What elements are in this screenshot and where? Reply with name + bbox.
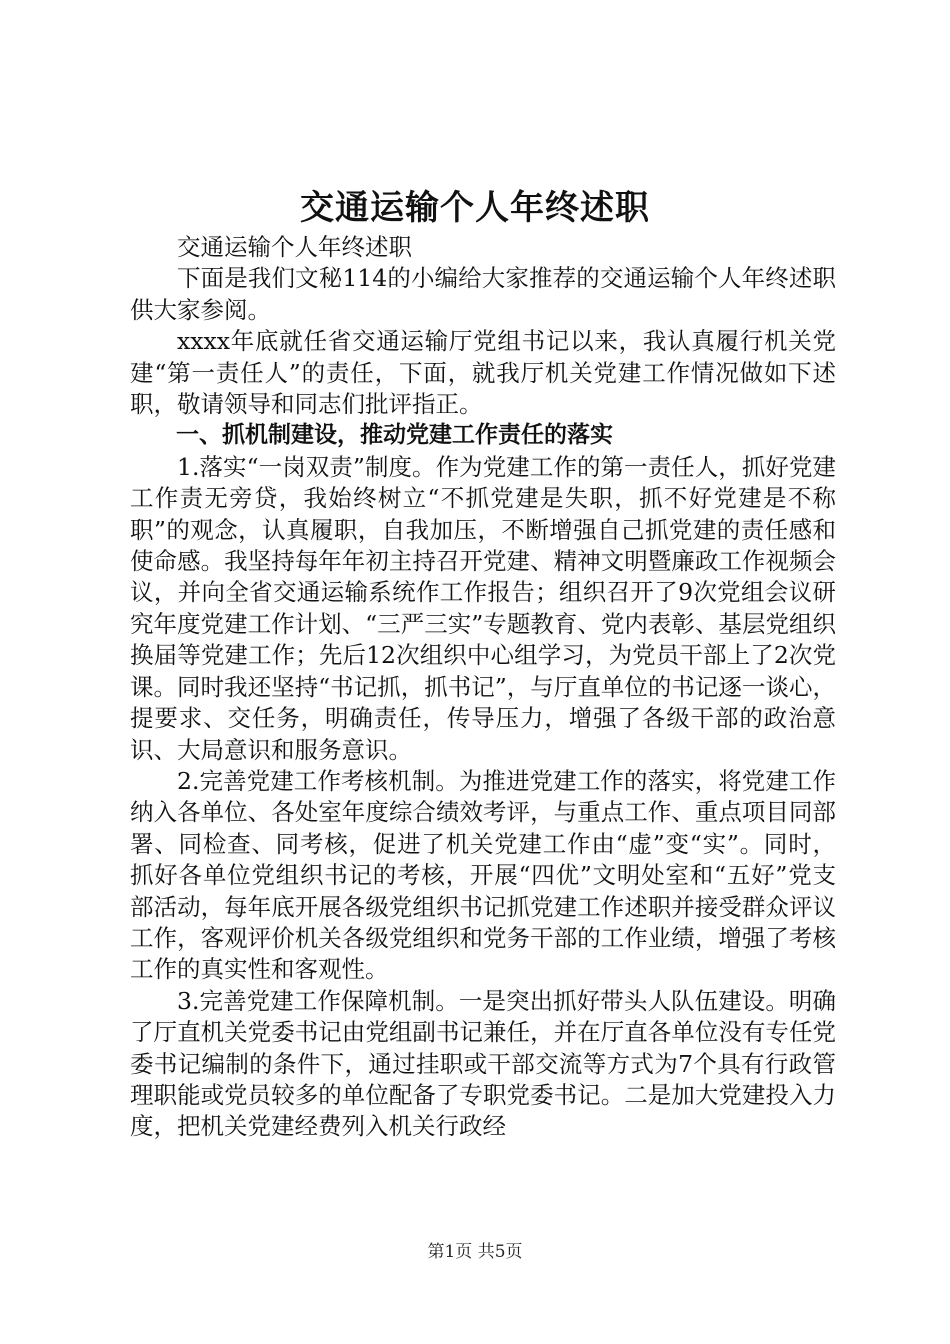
page-number-footer: 第1页 共5页 xyxy=(427,1242,523,1262)
paragraph-intro: 下面是我们文秘114的小编给大家推荐的交通运输个人年终述职供大家参阅。 xyxy=(130,264,836,324)
paragraph-subtitle: 交通运输个人年终述职 xyxy=(177,233,412,261)
paragraph-item-3: 3.完善党建工作保障机制。一是突出抓好带头人队伍建设。明确了厅直机关党委书记由党组副书记兼任，并在厅直各单位没有专任党委书记编制的条件下，通过挂职或干部交流等方式为7个具有行政管理职能或党员较多的单位配备了专职党委书记。二是加大党建投入力度，把机关党建经费列入机关行政经 xyxy=(130,986,836,1141)
paragraph-item-1: 1.落实“一岗双责”制度。作为党建工作的第一责任人，抓好党建工作责无旁贷，我始终树立“不抓党建是失职，抓不好党建是不称职”的观念，认真履职，自我加压，不断增强自己抓党建的责任感和使命感。我坚持每年年初主持召开党建、精神文明暨廉政工作视频会议，并向全省交通运输系统作工作报告；组织召开了9次党组会议研究年度党建工作计划、“三严三实”专题教育、党内表彰、基层党组织换届等党建工作；先后12次组织中心组学习，为党员干部上了2次党课。同时我还坚持“书记抓，抓书记”，与厅直单位的书记逐一谈心，提要求、交任务，明确责任，传导压力，增强了各级干部的政治意识、大局意识和服务意识。 xyxy=(130,452,836,764)
document-title: 交通运输个人年终述职 xyxy=(300,188,650,228)
document-body xyxy=(130,232,836,1143)
paragraph-item-2: 2.完善党建工作考核机制。为推进党建工作的落实，将党建工作纳入各单位、各处室年度综合绩效考评，与重点工作、重点项目同部署、同检查、同考核，促进了机关党建工作由“虚”变“实”。同时，抓好各单位党组织书记的考核，开展“四优”文明处室和“五好”党支部活动，每年底开展各级党组织书记抓党建工作述职并接受群众评议工作，客观评价机关各级党组织和党务干部的工作业绩，增强了考核工作的真实性和客观性。 xyxy=(130,766,836,984)
paragraph-opening: xxxx年底就任省交通运输厅党组书记以来，我认真履行机关党建“第一责任人”的责任，下面，就我厅机关党建工作情况做如下述职，敬请领导和同志们批评指正。 xyxy=(130,327,836,419)
section-heading: 一、抓机制建设，推动党建工作责任的落实 xyxy=(176,422,613,449)
